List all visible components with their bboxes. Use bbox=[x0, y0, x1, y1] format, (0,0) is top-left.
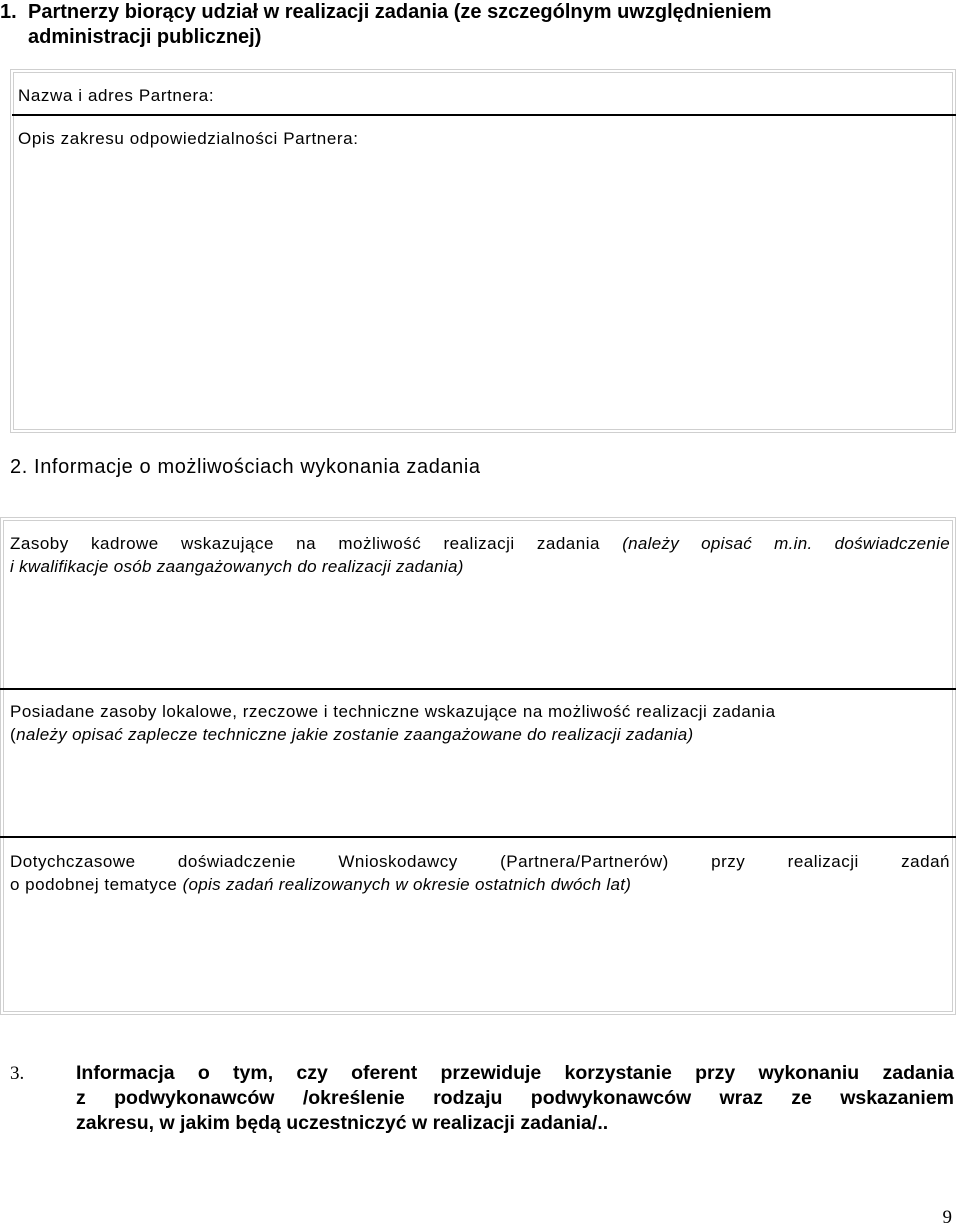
experience-field[interactable] bbox=[4, 902, 952, 1012]
page-number: 9 bbox=[942, 1207, 952, 1228]
staff-resources-divider bbox=[0, 688, 956, 690]
staff-resources-text: Zasoby kadrowe wskazujące na możliwość realizacji zadania bbox=[10, 534, 600, 553]
premises-resources-label: Posiadane zasoby lokalowe, rzeczowe i techniczne wskazujące na możliwość realizacji zadania (należy opisać zaplecze techniczne jakie zostanie zaangażowane do realizacji zadania) bbox=[10, 700, 950, 746]
premises-resources-text: Posiadane zasoby lokalowe, rzeczowe i techniczne wskazujące na możliwość realizacji zadania bbox=[10, 702, 776, 721]
section-3-heading bbox=[10, 1061, 954, 1136]
section-1-heading bbox=[0, 0, 950, 50]
experience-label bbox=[10, 850, 950, 896]
section-1-title-line-1: Partnerzy biorący udział w realizacji zadania (ze szczególnym uwzględnieniem bbox=[28, 1, 772, 23]
section-3-line-2: z podwykonawców /określenie rodzaju podwykonawców wraz ze wskazaniem bbox=[76, 1087, 954, 1109]
section-1-title-line-2: administracji publicznej) bbox=[28, 26, 262, 48]
staff-resources-hint-1: (należy opisać m.in. doświadczenie bbox=[622, 534, 950, 553]
partner-name-label: Nazwa i adres Partnera: bbox=[18, 86, 215, 105]
partner-name-divider bbox=[12, 114, 956, 116]
premises-resources-hint: należy opisać zaplecze techniczne jakie zostanie zaangażowane do realizacji zadania) bbox=[16, 725, 694, 744]
section-3-line-1: Informacja o tym, czy oferent przewiduje korzystanie przy wykonaniu zadania bbox=[76, 1062, 954, 1084]
section-1-number: 1. bbox=[0, 1, 17, 23]
section-2-heading: 2. Informacje o możliwościach wykonania zadania bbox=[10, 456, 481, 478]
premises-resources-field[interactable] bbox=[4, 752, 952, 834]
premises-resources-divider bbox=[0, 836, 956, 838]
staff-resources-field[interactable] bbox=[4, 584, 952, 686]
staff-resources-label bbox=[10, 532, 950, 578]
section-3-number: 3. bbox=[10, 1063, 25, 1084]
partner-scope-label: Opis zakresu odpowiedzialności Partnera: bbox=[18, 129, 359, 148]
staff-resources-hint-2: i kwalifikacje osób zaangażowanych do realizacji zadania) bbox=[10, 557, 464, 576]
experience-hint: (opis zadań realizowanych w okresie ostatnich dwóch lat) bbox=[182, 875, 632, 894]
partner-scope-field[interactable] bbox=[14, 155, 952, 429]
experience-text-1: Dotychczasowe doświadczenie Wnioskodawcy (Partnera/Partnerów) przy realizacji zadań bbox=[10, 852, 950, 871]
experience-text-2: o podobnej tematyce bbox=[10, 875, 178, 894]
section-3-line-3: zakresu, w jakim będą uczestniczyć w realizacji zadania/.. bbox=[76, 1112, 609, 1134]
